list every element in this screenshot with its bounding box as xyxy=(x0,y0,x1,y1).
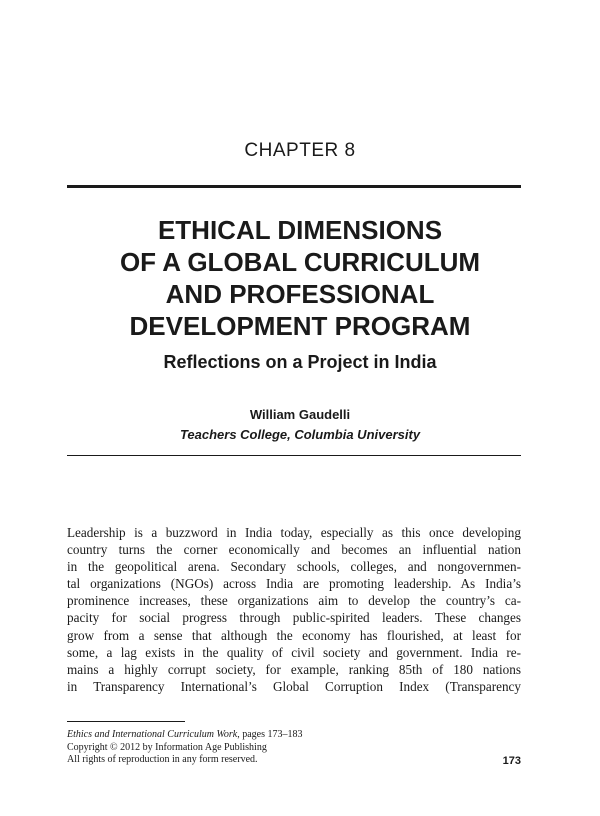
body-line: in Transparency International’s Global Corruption Index (Transparency xyxy=(67,678,521,694)
title-line-2: OF A GLOBAL CURRICULUM xyxy=(119,247,481,277)
author-rule xyxy=(67,455,521,456)
body-paragraph xyxy=(67,524,521,695)
body-line: prominence increases, these organizations aim to develop the country’s ca- xyxy=(67,593,521,609)
author-affiliation: Teachers College, Columbia University xyxy=(179,427,421,442)
footnote-rights: All rights of reproduction in any form reserved. xyxy=(67,754,258,765)
author-name: William Gaudelli xyxy=(249,407,351,422)
body-line: country turns the corner economically and becomes an influential nation xyxy=(67,542,521,558)
footnote-source xyxy=(67,729,521,742)
body-line: some, a lag exists in the quality of civil society and government. India re- xyxy=(67,644,521,660)
footnote-source-pages: , pages 173–183 xyxy=(237,729,303,740)
footnote xyxy=(67,729,521,767)
body-line: Leadership is a buzzword in India today, especially as this once developing xyxy=(67,525,521,540)
body-line: tal organizations (NGOs) across India are promoting leadership. As India’s xyxy=(67,576,521,592)
title-line-3: AND PROFESSIONAL xyxy=(165,279,435,309)
body-line: mains a highly corrupt society, for example, ranking 85th of 180 nations xyxy=(67,661,521,677)
chapter-title xyxy=(0,214,600,342)
body-line: in the geopolitical arena. Secondary schools, colleges, and nongovernmen- xyxy=(67,559,521,575)
title-line-4: DEVELOPMENT PROGRAM xyxy=(129,311,471,341)
chapter-subtitle: Reflections on a Project in India xyxy=(163,352,437,372)
footnote-rule xyxy=(67,721,185,722)
title-line-1: ETHICAL DIMENSIONS xyxy=(157,215,443,245)
chapter-label: CHAPTER 8 xyxy=(244,140,356,161)
body-line: grow from a sense that although the economy has flourished, at least for xyxy=(67,627,521,643)
footnote-source-title: Ethics and International Curriculum Work xyxy=(67,729,238,740)
page-number: 173 xyxy=(502,755,521,767)
body-line: pacity for social progress through public-spirited leaders. These changes xyxy=(67,610,521,626)
footnote-copyright: Copyright © 2012 by Information Age Publishing xyxy=(67,741,267,753)
header-rule xyxy=(67,185,521,188)
